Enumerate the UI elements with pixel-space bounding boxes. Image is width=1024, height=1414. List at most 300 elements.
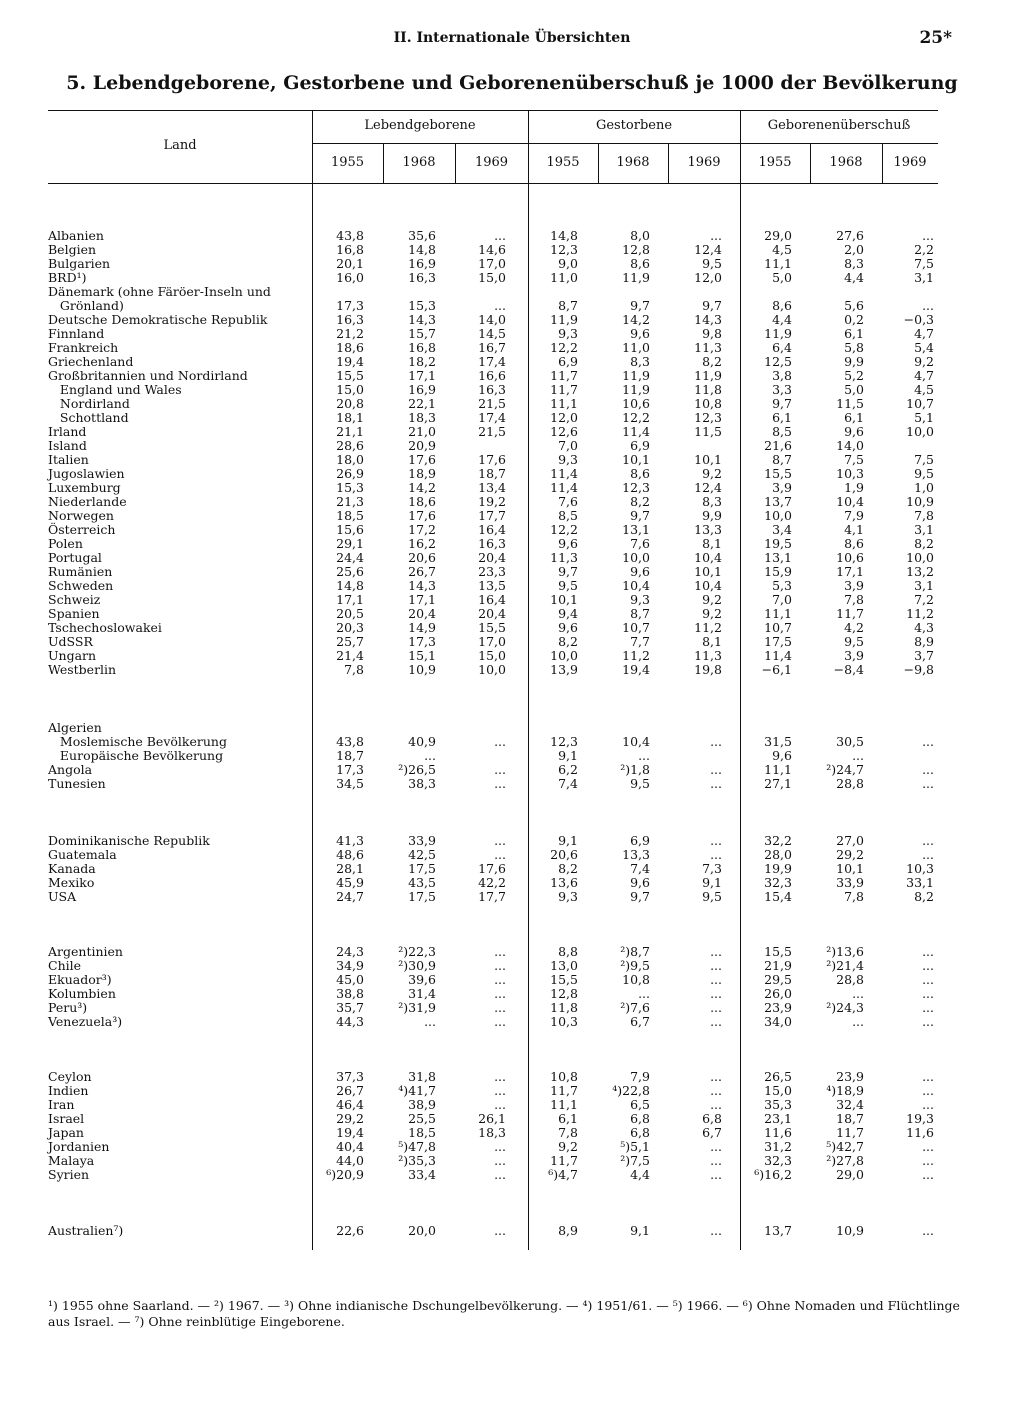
cell-value: ... — [710, 833, 722, 848]
cell-value: 44,0 — [336, 1153, 364, 1168]
cell-value: 16,4 — [478, 592, 506, 607]
cell-value: 18,3 — [478, 1125, 506, 1140]
cell-value: 20,8 — [336, 396, 364, 411]
cell-value: 18,6 — [408, 494, 436, 509]
cell-value: ... — [494, 762, 506, 777]
cell-value: 6,7 — [702, 1125, 722, 1140]
cell-value: ... — [494, 958, 506, 973]
cell-value: 3,9 — [844, 578, 864, 593]
cell-value: 6,9 — [558, 354, 578, 369]
cell-value: ²)26,5 — [398, 762, 436, 777]
cell-value: 26,9 — [336, 466, 364, 481]
cell-value: 18,1 — [336, 410, 364, 425]
cell-value: 18,6 — [336, 340, 364, 355]
cell-value: 13,0 — [550, 958, 578, 973]
cell-value: 4,4 — [772, 312, 792, 327]
cell-value: ... — [638, 986, 650, 1001]
cell-value: 8,2 — [914, 889, 934, 904]
cell-value: ... — [710, 972, 722, 987]
cell-value: 7,8 — [844, 592, 864, 607]
cell-value: 39,6 — [408, 972, 436, 987]
cell-value: 2,2 — [914, 242, 934, 257]
cell-value: 10,1 — [622, 452, 650, 467]
cell-value: 31,2 — [764, 1139, 792, 1154]
cell-value: ... — [922, 762, 934, 777]
cell-value: 17,1 — [408, 368, 436, 383]
cell-value: ... — [494, 972, 506, 987]
cell-value: 22,6 — [336, 1223, 364, 1238]
cell-value: 10,3 — [906, 861, 934, 876]
cell-value: 15,5 — [764, 944, 792, 959]
cell-value: 17,1 — [836, 564, 864, 579]
cell-value: 11,9 — [622, 382, 650, 397]
cell-value: 8,5 — [558, 508, 578, 523]
country-name: Grönland) — [48, 298, 124, 313]
cell-value: 29,1 — [336, 536, 364, 551]
cell-value: 11,5 — [836, 396, 864, 411]
cell-value: ... — [852, 748, 864, 763]
country-name: Österreich — [48, 522, 116, 537]
cell-value: 9,2 — [702, 466, 722, 481]
cell-value: ... — [922, 986, 934, 1001]
cell-value: 8,6 — [772, 298, 792, 313]
cell-value: 13,6 — [550, 875, 578, 890]
cell-value: ⁴)18,9 — [826, 1083, 864, 1098]
country-name: Niederlande — [48, 494, 127, 509]
cell-value: 22,1 — [408, 396, 436, 411]
cell-value: 7,6 — [630, 536, 650, 551]
country-name: Jordanien — [48, 1139, 110, 1154]
country-name: Ungarn — [48, 648, 97, 663]
cell-value: 4,7 — [914, 368, 934, 383]
cell-value: 17,6 — [408, 452, 436, 467]
cell-value: 9,7 — [630, 298, 650, 313]
cell-value: ... — [494, 1139, 506, 1154]
cell-value: 13,1 — [622, 522, 650, 537]
cell-value: 16,9 — [408, 382, 436, 397]
cell-value: 14,8 — [408, 242, 436, 257]
cell-value: 9,6 — [630, 875, 650, 890]
cell-value: 38,9 — [408, 1097, 436, 1112]
cell-value: 14,0 — [836, 438, 864, 453]
cell-value: 15,0 — [478, 648, 506, 663]
cell-value: 42,2 — [478, 875, 506, 890]
cell-value: 35,7 — [336, 1000, 364, 1015]
country-name: UdSSR — [48, 634, 93, 649]
cell-value: 9,6 — [844, 424, 864, 439]
cell-value: 15,0 — [336, 382, 364, 397]
country-name: Venezuela³) — [48, 1014, 123, 1029]
cell-value: 11,9 — [550, 312, 578, 327]
cell-value: 17,3 — [336, 762, 364, 777]
cell-value: 15,3 — [336, 480, 364, 495]
cell-value: 10,7 — [622, 620, 650, 635]
year-header: 1969 — [893, 155, 927, 170]
cell-value: 9,9 — [702, 508, 722, 523]
cell-value: 10,8 — [694, 396, 722, 411]
cell-value: 10,1 — [694, 452, 722, 467]
cell-value: 11,9 — [622, 368, 650, 383]
cell-value: 32,3 — [764, 1153, 792, 1168]
cell-value: 16,3 — [408, 270, 436, 285]
group-header: Gestorbene — [595, 118, 673, 133]
country-name: Irland — [48, 424, 87, 439]
country-name: Schweiz — [48, 592, 101, 607]
cell-value: 40,9 — [408, 734, 436, 749]
cell-value: 21,3 — [336, 494, 364, 509]
cell-value: 21,9 — [764, 958, 792, 973]
cell-value: 6,7 — [630, 1014, 650, 1029]
country-name: Kanada — [48, 861, 96, 876]
country-name: Jugoslawien — [48, 466, 125, 481]
cell-value: ... — [710, 986, 722, 1001]
cell-value: 16,8 — [336, 242, 364, 257]
cell-value: ... — [922, 1139, 934, 1154]
country-name: Mexiko — [48, 875, 95, 890]
cell-value: 15,5 — [550, 972, 578, 987]
cell-value: 18,3 — [408, 410, 436, 425]
cell-value: 29,0 — [836, 1167, 864, 1182]
cell-value: 9,7 — [630, 889, 650, 904]
country-name: Schottland — [48, 410, 129, 425]
cell-value: 16,8 — [408, 340, 436, 355]
cell-value: 3,9 — [844, 648, 864, 663]
cell-value: 35,3 — [764, 1097, 792, 1112]
country-name: Nordirland — [48, 396, 130, 411]
cell-value: 3,3 — [772, 382, 792, 397]
country-name: Albanien — [48, 228, 104, 243]
country-name: Westberlin — [48, 662, 117, 677]
cell-value: ... — [710, 958, 722, 973]
cell-value: 11,0 — [622, 340, 650, 355]
country-name: USA — [48, 889, 77, 904]
cell-value: 14,2 — [408, 480, 436, 495]
cell-value: ²)27,8 — [826, 1153, 864, 1168]
cell-value: 8,7 — [772, 452, 792, 467]
cell-value: 6,4 — [772, 340, 792, 355]
cell-value: 8,2 — [558, 634, 578, 649]
cell-value: 33,1 — [906, 875, 934, 890]
cell-value: 10,7 — [906, 396, 934, 411]
cell-value: 11,0 — [550, 270, 578, 285]
cell-value: 8,2 — [630, 494, 650, 509]
country-name: Frankreich — [48, 340, 119, 355]
country-name: Finnland — [48, 326, 105, 341]
cell-value: ... — [922, 1083, 934, 1098]
cell-value: 8,2 — [702, 354, 722, 369]
cell-value: 19,8 — [694, 662, 722, 677]
cell-value: ²)35,3 — [398, 1153, 436, 1168]
cell-value: 13,5 — [478, 578, 506, 593]
country-name: Australien⁷) — [48, 1223, 124, 1238]
cell-value: ... — [922, 958, 934, 973]
country-name: Griechenland — [48, 354, 134, 369]
cell-value: 17,4 — [478, 410, 506, 425]
cell-value: 10,0 — [906, 424, 934, 439]
cell-value: 15,5 — [478, 620, 506, 635]
cell-value: 9,5 — [558, 578, 578, 593]
cell-value: 9,3 — [558, 452, 578, 467]
cell-value: 8,1 — [702, 634, 722, 649]
cell-value: 6,8 — [630, 1125, 650, 1140]
cell-value: 31,4 — [408, 986, 436, 1001]
cell-value: 8,6 — [630, 466, 650, 481]
cell-value: 17,5 — [408, 889, 436, 904]
cell-value: ... — [922, 228, 934, 243]
cell-value: ... — [710, 776, 722, 791]
country-name: Spanien — [48, 606, 100, 621]
cell-value: ... — [922, 298, 934, 313]
cell-value: ... — [852, 986, 864, 1001]
land-header: Land — [163, 138, 197, 153]
cell-value: 41,3 — [336, 833, 364, 848]
country-name: Malaya — [48, 1153, 95, 1168]
cell-value: 7,6 — [558, 494, 578, 509]
cell-value: 9,6 — [772, 748, 792, 763]
cell-value: 8,7 — [558, 298, 578, 313]
year-header: 1968 — [616, 155, 650, 170]
cell-value: 7,7 — [630, 634, 650, 649]
cell-value: 14,8 — [550, 228, 578, 243]
cell-value: 13,7 — [764, 1223, 792, 1238]
cell-value: 32,2 — [764, 833, 792, 848]
cell-value: ⁵)5,1 — [620, 1139, 650, 1154]
cell-value: 13,3 — [622, 847, 650, 862]
cell-value: ... — [922, 847, 934, 862]
cell-value: 2,0 — [844, 242, 864, 257]
cell-value: 5,0 — [772, 270, 792, 285]
table-title: 5. Lebendgeborene, Gestorbene und Geborenenüberschuß je 1000 der Bevölkerung — [66, 72, 958, 94]
cell-value: 27,0 — [836, 833, 864, 848]
cell-value: 3,1 — [914, 270, 934, 285]
cell-value: 9,9 — [844, 354, 864, 369]
cell-value: 4,1 — [844, 522, 864, 537]
cell-value: 38,3 — [408, 776, 436, 791]
cell-value: 20,4 — [408, 606, 436, 621]
cell-value: 28,8 — [836, 776, 864, 791]
cell-value: ... — [710, 1153, 722, 1168]
cell-value: 17,6 — [478, 452, 506, 467]
cell-value: 11,9 — [694, 368, 722, 383]
cell-value: 33,4 — [408, 1167, 436, 1182]
cell-value: ⁴)22,8 — [612, 1083, 650, 1098]
year-header: 1968 — [402, 155, 436, 170]
cell-value: 10,1 — [694, 564, 722, 579]
cell-value: 10,4 — [622, 734, 650, 749]
cell-value: 11,9 — [622, 270, 650, 285]
cell-value: 8,2 — [558, 861, 578, 876]
cell-value: 29,0 — [764, 228, 792, 243]
cell-value: 3,1 — [914, 578, 934, 593]
cell-value: 9,5 — [914, 466, 934, 481]
cell-value: 24,4 — [336, 550, 364, 565]
cell-value: 13,1 — [764, 550, 792, 565]
cell-value: 9,3 — [558, 889, 578, 904]
cell-value: ... — [710, 1014, 722, 1029]
cell-value: 10,7 — [764, 620, 792, 635]
cell-value: 43,8 — [336, 734, 364, 749]
country-name: Angola — [48, 762, 93, 777]
cell-value: ⁵)42,7 — [826, 1139, 864, 1154]
cell-value: 17,6 — [478, 861, 506, 876]
cell-value: 40,4 — [336, 1139, 364, 1154]
cell-value: 12,3 — [622, 480, 650, 495]
cell-value: 21,2 — [336, 326, 364, 341]
cell-value: 19,9 — [764, 861, 792, 876]
cell-value: 45,0 — [336, 972, 364, 987]
cell-value: 6,1 — [772, 410, 792, 425]
cell-value: 17,3 — [336, 298, 364, 313]
cell-value: 26,7 — [408, 564, 436, 579]
cell-value: 9,1 — [630, 1223, 650, 1238]
cell-value: 11,3 — [694, 648, 722, 663]
cell-value: 9,5 — [844, 634, 864, 649]
cell-value: 10,1 — [550, 592, 578, 607]
cell-value: ... — [710, 1223, 722, 1238]
cell-value: ²)31,9 — [398, 1000, 436, 1015]
cell-value: 15,0 — [478, 270, 506, 285]
cell-value: 16,3 — [478, 536, 506, 551]
cell-value: ... — [494, 1153, 506, 1168]
cell-value: 9,5 — [702, 256, 722, 271]
country-name: Argentinien — [48, 944, 123, 959]
cell-value: 16,2 — [408, 536, 436, 551]
cell-value: ⁶)20,9 — [326, 1167, 364, 1182]
country-name: Dänemark (ohne Färöer-Inseln und — [48, 284, 271, 299]
cell-value: 13,2 — [906, 564, 934, 579]
cell-value: 8,3 — [702, 494, 722, 509]
country-name: Syrien — [48, 1167, 90, 1182]
cell-value: 28,6 — [336, 438, 364, 453]
running-head: II. Internationale Übersichten — [393, 30, 631, 46]
country-name: BRD¹) — [48, 270, 87, 285]
year-header: 1968 — [829, 155, 863, 170]
cell-value: ²)24,7 — [826, 762, 864, 777]
cell-value: ²)13,6 — [826, 944, 864, 959]
cell-value: 19,4 — [622, 662, 650, 677]
cell-value: 8,9 — [914, 634, 934, 649]
country-name: Norwegen — [48, 508, 114, 523]
group-header: Geborenenüberschuß — [767, 118, 911, 133]
cell-value: ... — [494, 298, 506, 313]
cell-value: 25,7 — [336, 634, 364, 649]
cell-value: ... — [494, 1167, 506, 1182]
cell-value: 21,1 — [336, 424, 364, 439]
cell-value: 34,9 — [336, 958, 364, 973]
cell-value: 9,2 — [702, 592, 722, 607]
cell-value: 19,4 — [336, 354, 364, 369]
cell-value: 11,7 — [550, 368, 578, 383]
cell-value: 18,0 — [336, 452, 364, 467]
cell-value: 9,6 — [630, 326, 650, 341]
cell-value: 14,0 — [478, 312, 506, 327]
cell-value: 7,0 — [558, 438, 578, 453]
cell-value: 26,7 — [336, 1083, 364, 1098]
cell-value: 8,3 — [630, 354, 650, 369]
cell-value: 24,3 — [336, 944, 364, 959]
cell-value: 6,1 — [844, 326, 864, 341]
cell-value: 15,3 — [408, 298, 436, 313]
cell-value: 5,4 — [914, 340, 934, 355]
cell-value: 29,5 — [764, 972, 792, 987]
cell-value: ²)7,6 — [620, 1000, 650, 1015]
cell-value: ... — [494, 734, 506, 749]
country-name: Bulgarien — [48, 256, 111, 271]
country-name: Indien — [48, 1083, 89, 1098]
cell-value: 8,6 — [630, 256, 650, 271]
cell-value: ... — [922, 1223, 934, 1238]
cell-value: 8,5 — [772, 424, 792, 439]
country-name: Italien — [48, 452, 89, 467]
cell-value: 10,6 — [622, 396, 650, 411]
country-name: Europäische Bevölkerung — [48, 748, 224, 763]
cell-value: ... — [922, 776, 934, 791]
cell-value: 10,8 — [622, 972, 650, 987]
cell-value: 5,8 — [844, 340, 864, 355]
cell-value: 11,7 — [836, 606, 864, 621]
cell-value: 15,9 — [764, 564, 792, 579]
cell-value: 9,1 — [558, 748, 578, 763]
cell-value: 9,2 — [914, 354, 934, 369]
cell-value: ... — [638, 748, 650, 763]
cell-value: 20,6 — [408, 550, 436, 565]
cell-value: 9,5 — [702, 889, 722, 904]
cell-value: 8,3 — [844, 256, 864, 271]
cell-value: 3,7 — [914, 648, 934, 663]
cell-value: 6,9 — [630, 438, 650, 453]
cell-value: ... — [710, 1139, 722, 1154]
cell-value: ... — [494, 1097, 506, 1112]
cell-value: 17,7 — [478, 508, 506, 523]
cell-value: 13,9 — [550, 662, 578, 677]
cell-value: ... — [710, 762, 722, 777]
cell-value: ⁴)41,7 — [398, 1083, 436, 1098]
cell-value: 11,8 — [694, 382, 722, 397]
cell-value: ... — [922, 1153, 934, 1168]
cell-value: 12,6 — [550, 424, 578, 439]
cell-value: 12,5 — [764, 354, 792, 369]
cell-value: 9,7 — [702, 298, 722, 313]
cell-value: 9,2 — [702, 606, 722, 621]
cell-value: 10,4 — [694, 550, 722, 565]
cell-value: ... — [494, 944, 506, 959]
cell-value: ... — [710, 1000, 722, 1015]
cell-value: 5,0 — [844, 382, 864, 397]
cell-value: 15,4 — [764, 889, 792, 904]
cell-value: 16,6 — [478, 368, 506, 383]
year-header: 1969 — [474, 155, 509, 170]
cell-value: 3,8 — [772, 368, 792, 383]
cell-value: 3,4 — [772, 522, 792, 537]
cell-value: 20,1 — [336, 256, 364, 271]
cell-value: 11,7 — [836, 1125, 864, 1140]
cell-value: 7,8 — [844, 889, 864, 904]
cell-value: 12,2 — [550, 340, 578, 355]
cell-value: 8,8 — [558, 944, 578, 959]
cell-value: ... — [710, 228, 722, 243]
country-name: Portugal — [48, 550, 102, 565]
country-name: Schweden — [48, 578, 114, 593]
cell-value: 9,3 — [630, 592, 650, 607]
cell-value: ... — [922, 1097, 934, 1112]
cell-value: 4,3 — [914, 620, 934, 635]
country-name: Kolumbien — [48, 986, 116, 1001]
cell-value: 7,2 — [914, 592, 934, 607]
cell-value: 32,3 — [764, 875, 792, 890]
cell-value: ⁵)47,8 — [398, 1139, 436, 1154]
cell-value: 14,3 — [408, 578, 436, 593]
cell-value: 11,1 — [764, 606, 792, 621]
